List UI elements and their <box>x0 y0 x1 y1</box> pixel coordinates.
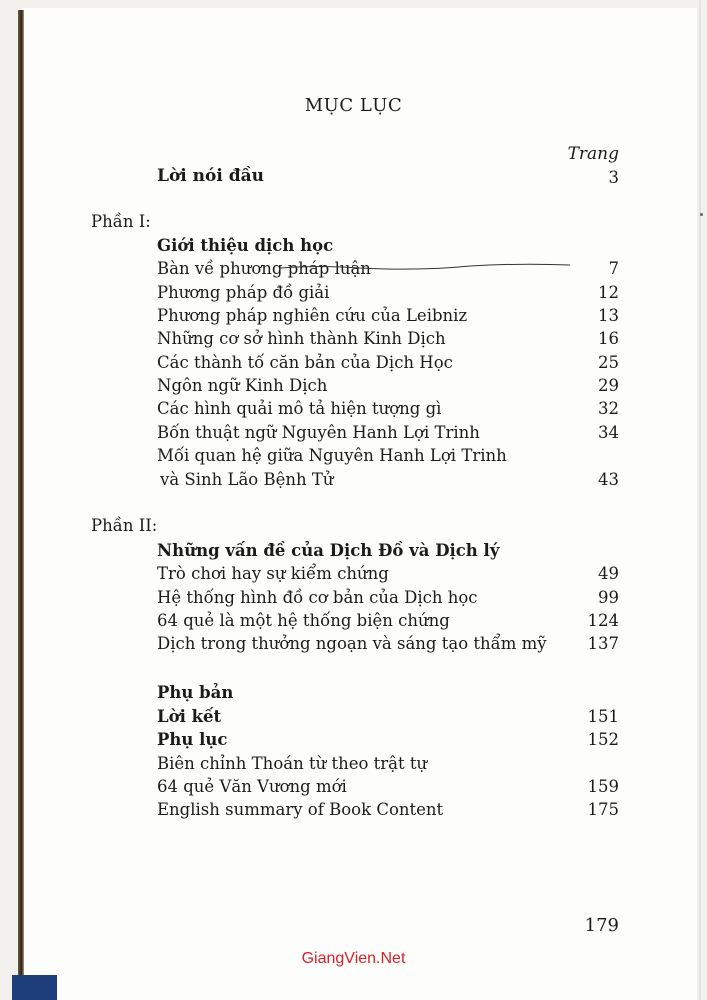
toc-entry: Những cơ sở hình thành Kinh Dịch <box>157 329 446 348</box>
toc-entry: Hệ thống hình đồ cơ bản của Dịch học <box>157 588 478 607</box>
book-spine-shadow <box>18 10 24 1000</box>
toc-entry-page: 151 <box>587 707 619 726</box>
toc-entry-page: 175 <box>587 800 619 819</box>
toc-entry-continued: 64 quẻ Văn Vương mới <box>157 777 347 796</box>
toc-entry: 64 quẻ là một hệ thống biện chứng <box>157 611 450 630</box>
toc-entry-continued: và Sinh Lão Bệnh Tử <box>160 470 334 489</box>
toc-entry-page: 34 <box>598 423 619 442</box>
toc-entry: Trò chơi hay sự kiểm chứng <box>157 564 389 583</box>
toc-entry: Bàn về phương pháp luận <box>157 259 371 278</box>
toc-appendix: Phụ lục <box>157 730 228 749</box>
toc-entry: Biên chỉnh Thoán từ theo trật tự <box>157 754 428 773</box>
toc-entry-page: 99 <box>598 588 619 607</box>
toc-entry: Các thành tố căn bản của Dịch Học <box>157 353 453 372</box>
toc-entry: Ngôn ngữ Kinh Dịch <box>157 376 328 395</box>
toc-entry-page: 16 <box>598 329 619 348</box>
toc-entry: Phương pháp đồ giải <box>157 283 330 302</box>
toc-entry-page: 43 <box>598 470 619 489</box>
page-column-label: Trang <box>567 144 619 164</box>
toc-entry-page: 124 <box>587 611 619 630</box>
toc-entry: Phương pháp nghiên cứu của Leibniz <box>157 306 468 325</box>
toc-preface: Lời nói đầu <box>157 166 265 186</box>
toc-preface-page: 3 <box>608 168 619 187</box>
part2-heading: Những vấn đề của Dịch Đồ và Dịch lý <box>157 541 500 560</box>
page-number: 179 <box>584 915 619 936</box>
toc-entry-page: 49 <box>598 564 619 583</box>
toc-entry-page: 13 <box>598 306 619 325</box>
toc-title: MỤC LỤC <box>304 95 403 116</box>
toc-entry-page: 159 <box>587 777 619 796</box>
toc-entry: Mối quan hệ giữa Nguyên Hanh Lợi Trinh <box>157 446 507 465</box>
pen-scribble <box>280 262 570 272</box>
toc-entry-page: 12 <box>598 283 619 302</box>
background-object <box>12 975 57 1000</box>
part2-label: Phần II: <box>91 516 158 535</box>
toc-entry: Dịch trong thưởng ngoạn và sáng tạo thẩm mỹ <box>157 634 547 653</box>
toc-entry-page: 7 <box>608 259 619 278</box>
toc-epilogue: Lời kết <box>157 707 222 726</box>
toc-entry-page: 137 <box>587 634 619 653</box>
toc-entry: English summary of Book Content <box>157 800 444 819</box>
toc-entry-page: 152 <box>587 730 619 749</box>
part1-heading: Giới thiệu dịch học <box>157 236 334 255</box>
toc-entry-page: 25 <box>598 353 619 372</box>
appendix-heading: Phụ bản <box>157 683 234 702</box>
toc-entry-page: 29 <box>598 376 619 395</box>
speck <box>700 213 703 216</box>
part1-label: Phần I: <box>91 212 151 231</box>
toc-entry: Bốn thuật ngữ Nguyên Hanh Lợi Trinh <box>157 423 480 442</box>
page-edge <box>699 0 701 1000</box>
toc-entry-page: 32 <box>598 399 619 418</box>
watermark: GiangVien.Net <box>301 950 406 967</box>
toc-entry: Các hình quải mô tả hiện tượng gì <box>157 399 442 418</box>
